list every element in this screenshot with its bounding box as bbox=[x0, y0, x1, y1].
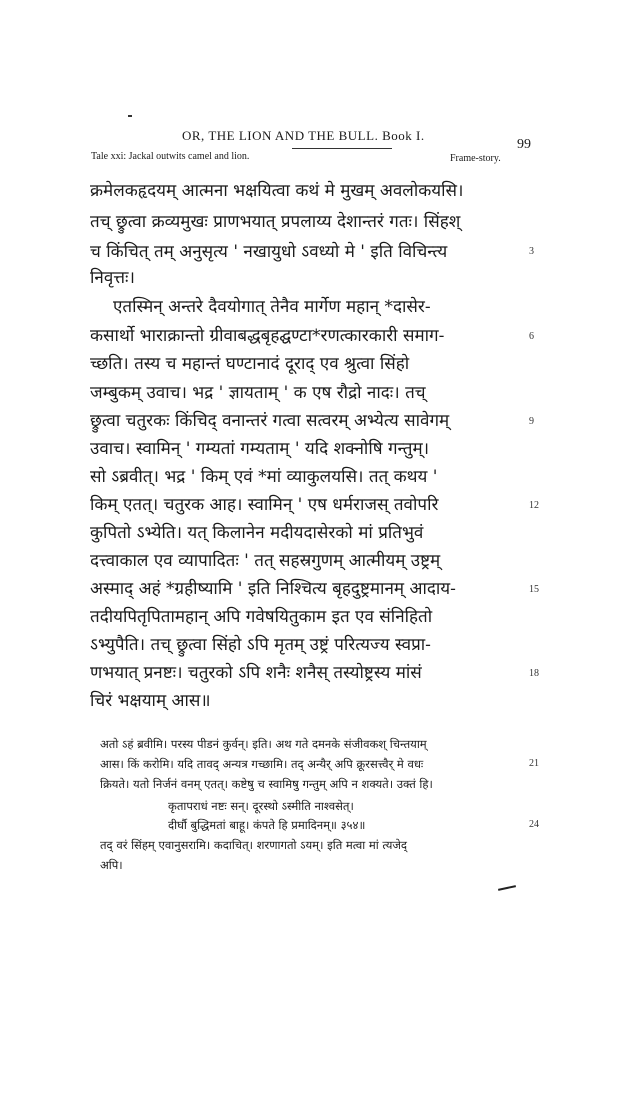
end-mark bbox=[498, 885, 516, 891]
line-number: 6 bbox=[529, 331, 534, 342]
text-line: तदीयपितृपितामहान् अपि गवेषयितुकाम इत एव संनिहितो bbox=[90, 607, 433, 627]
text-line: कुपितो ऽभ्येति। यत् किलानेन मदीयदासेरको मां प्रतिभुवं bbox=[90, 523, 424, 543]
header-rule bbox=[292, 148, 392, 149]
line-number: 18 bbox=[529, 668, 539, 679]
text-line: चिरं भक्षयाम् आस॥ bbox=[90, 691, 211, 711]
mark bbox=[128, 115, 132, 117]
text-line: उवाच। स्वामिन् ' गम्यतां गम्यताम् ' यदि शक्नोषि गन्तुम्। bbox=[90, 439, 430, 459]
text-line: एतस्मिन् अन्तरे दैवयोगात् तेनैव मार्गेण महान् *दासेर- bbox=[113, 297, 431, 317]
side-note: Tale xxi: Jackal outwits camel and lion. bbox=[91, 151, 250, 162]
text-line: च किंचित् तम् अनुसृत्य ' नखायुधो ऽवध्यो मे ' इति विचिन्त्य bbox=[90, 242, 448, 262]
text-line: तच् छ्रुत्वा क्रव्यमुखः प्राणभयात् प्रपलाय्य देशान्तरं गतः। सिंहश् bbox=[90, 212, 461, 232]
line-number: 15 bbox=[529, 584, 539, 595]
line-number: 21 bbox=[529, 758, 539, 769]
section-label: Frame-story. bbox=[450, 153, 501, 164]
text-line: जम्बुकम् उवाच। भद्र ' ज्ञायताम् ' क एष रौद्रो नादः। तच् bbox=[90, 383, 426, 403]
note-line: क्रियते। यतो निर्जनं वनम् एतत्। कष्टेषु च स्वामिषु गन्तुम् अपि न शक्यते। उक्तं हि। bbox=[100, 777, 433, 791]
text-line: छ्रुत्वा चतुरकः किंचिद् वनान्तरं गत्वा सत्वरम् अभ्येत्य सावेगम् bbox=[90, 411, 450, 431]
text-line: च्छति। तस्य च महान्तं घण्टानादं दूराद् एव श्रुत्वा सिंहो bbox=[90, 354, 410, 374]
text-line: निवृत्तः। bbox=[90, 268, 135, 288]
line-number: 9 bbox=[529, 416, 534, 427]
text-line: दत्त्वाकाल एव व्यापादितः ' तत् सहस्रगुणम् आत्मीयम् उष्ट्रम् bbox=[90, 551, 441, 571]
text-line: ऽभ्युपैति। तच् छ्रुत्वा सिंहो ऽपि मृतम् उष्ट्रं परित्यज्य स्वप्रा- bbox=[90, 635, 431, 655]
text-line: क्रमेलकहृदयम् आत्मना भक्षयित्वा कथं मे मुखम् अवलोकयसि। bbox=[90, 181, 464, 201]
line-number: 12 bbox=[529, 500, 539, 511]
text-line: कसार्थो भाराक्रान्तो ग्रीवाबद्धबृहद्घण्टा*रणत्कारकारी समाग- bbox=[90, 326, 445, 346]
text-line: किम् एतत्। चतुरक आह। स्वामिन् ' एष धर्मराजस् तवोपरि bbox=[90, 495, 439, 515]
note-line: आस। किं करोमि। यदि तावद् अन्यत्र गच्छामि। तद् अन्यैर् अपि क्रूरसत्त्वैर् मे वधः bbox=[100, 757, 424, 771]
note-line: तद् वरं सिंहम् एवानुसरामि। कदाचित्। शरणागतो ऽयम्। इति मत्वा मां त्यजेद् bbox=[100, 838, 408, 852]
line-number: 24 bbox=[529, 819, 539, 830]
page-number: 99 bbox=[517, 137, 531, 152]
running-header-title: OR, THE LION AND THE BULL. Book I. bbox=[182, 128, 425, 143]
note-line: अतो ऽहं ब्रवीमि। परस्य पीडनं कुर्वन्। इति। अथ गते दमनके संजीवकश् चिन्तयाम् bbox=[100, 737, 427, 751]
text-line: णभयात् प्रनष्टः। चतुरको ऽपि शनैः शनैस् तस्योष्ट्रस्य मांसं bbox=[90, 663, 422, 683]
note-line: अपि। bbox=[100, 858, 123, 872]
line-number: 3 bbox=[529, 246, 534, 257]
verse-line: दीर्घौ बुद्धिमतां बाहू। कंपते हि प्रमादिनम्॥ ३५४॥ bbox=[168, 818, 366, 832]
verse-line: कृतापराधं नष्टः सन्। दूरस्थो ऽस्मीति नाश्वसेत्। bbox=[168, 799, 354, 813]
text-line: सो ऽब्रवीत्। भद्र ' किम् एवं *मां व्याकुलयसि। तत् कथय ' bbox=[90, 467, 438, 487]
text-line: अस्माद् अहं *ग्रहीष्यामि ' इति निश्चित्य बृहदुष्ट्रमानम् आदाय- bbox=[90, 579, 456, 599]
